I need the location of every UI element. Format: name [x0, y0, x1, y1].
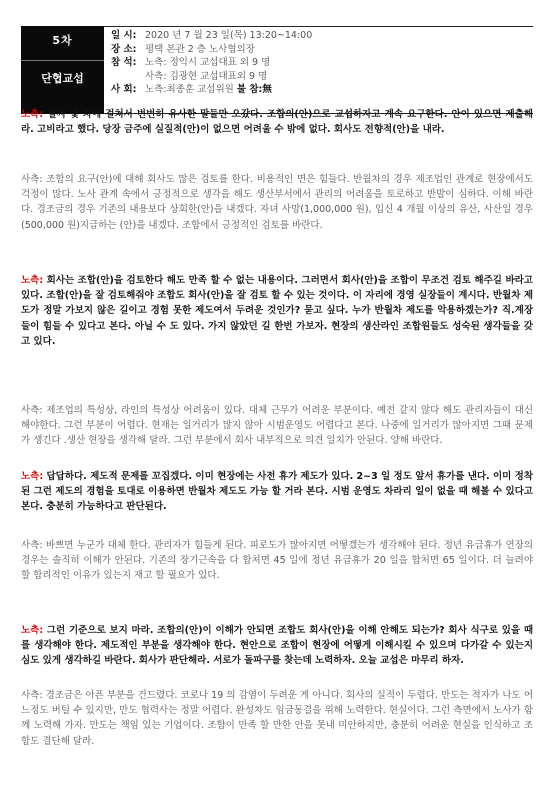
company-statement-2: 사측: 제조업의 특성상, 라인의 특성상 어려움이 있다. 대체 근무가 어려운 부분이다. 예전 같지 않다 해도 관리자들이 대신 해야한다. 그런 부분이 어렵다. 현재는 일거리가 많지 않아 시범운영도 어렵다고 본다. 나중에 일거리가 많아지면 그때 문제가 생긴다 .생산 현장을 생각해 달라. 그런 부분에서 회사 내부적으로 의견 일치가 안된다. 양해 바란다.	[21, 405, 533, 447]
host-row	[111, 83, 533, 97]
meeting-header-block	[21, 26, 533, 114]
attend-company: 사측: 김광현 교섭대표외 9 명	[145, 70, 268, 82]
attend-row-company	[111, 70, 533, 84]
union-statement-2	[21, 273, 533, 349]
statement-text: 회사는 조합(안)을 검토한다 해도 만족 할 수 없는 내용이다. 그러면서 회사(안)을 조합이 무조건 검토 해주길 바라고 있다. 조합(안)을 잘 검토해줘야 조합도 회사(안)을 잘 검토 할 수 있는 것이다. 이 자리에 경영 실장들이 계시다. 반월차 제도가 정말 가보지 않은 길이고 경험 못한 제도여서 두려운 것인가? 묻고 싶다. 누가 반월차 제도를 악용하겠는가? 직.계장 들이 힘들 수 있다고 본다. 아닐 수 도 있다. 가지 않았던 길 한번 가보자. 현장의 생산라인 조합원들도 성숙된 생각들을 갖고 있다.	[21, 275, 533, 347]
place-value: 평택 본관 2 층 노사협의장	[145, 43, 255, 55]
date-row	[111, 29, 533, 43]
session-number: 5차	[52, 34, 73, 47]
attend-union: 노측: 정익시 교섭대표 외 9 명	[145, 57, 271, 69]
date-label: 일 시:	[111, 30, 137, 41]
union-statement-3	[21, 469, 533, 515]
place-label: 장 소:	[111, 43, 137, 55]
date-value: 2020 년 7 월 23 일(목) 13:20~14:00	[145, 30, 313, 41]
speaker-label: 노측:	[21, 471, 44, 482]
host-value: 노측:최종훈 교섭위원	[145, 84, 234, 96]
header-divider	[21, 60, 104, 61]
speaker-label: 노측:	[21, 625, 44, 636]
speaker-label: 노측:	[21, 275, 44, 286]
attend-label: 참 석:	[111, 57, 137, 69]
absent-value: 無	[262, 84, 272, 96]
company-statement-3: 사측: 바쁘면 누군가 대체 한다. 관리자가 힘들게 된다. 피로도가 많아지면 어떻겠는가 생각해야 된다. 정년 유급휴가 연장의 경우는 솔직히 이해가 안된다. 기존의 장기근속을 다 합처면 45 일에 정년 유급휴가 20 일을 합처면 65 일이다. 더 늘려야 할 합리적인 이유가 있는지 재고 할 필요가 있다.	[21, 540, 533, 582]
statement-text: 답답하다. 제도적 문제를 꼬집겠다. 이미 현장에는 사전 휴가 제도가 있다. 2~3 일 정도 앞서 휴가를 낸다. 이미 정착된 그런 제도의 경험을 토대로 이용하면 반월차 제도도 가능 할 거라 본다. 시범 운영도 차라리 일이 없을 때 해볼 수 있다고 본다. 충분히 가능하다고 판단된다.	[21, 471, 533, 513]
statement-text: 그런 기준으로 보지 마라. 조합의(안)이 이해가 안되면 조합도 회사(안)을 이해 안해도 되는가? 회사 식구로 있을 때를 생각해야 한다. 제도적인 부분을 생각해야 한다. 현안으로 조합이 현장에 어떻게 이해시킬 수 있으며 다가갈 수 있는지 심도 있게 생각하길 바란다. 회사가 판단해라. 서로가 돌파구를 찾는데 노력하자. 오늘 교섭은 마무리 하자.	[21, 625, 533, 667]
absent-label: 불 참:	[236, 84, 263, 96]
speaker-label: 노측:	[21, 109, 44, 120]
header-table	[21, 26, 533, 114]
union-statement-1	[21, 107, 533, 137]
header-details	[104, 26, 533, 114]
attend-row	[111, 56, 533, 70]
statement-text: 벌써 몇 차에 걸쳐서 번번히 유사한 말들만 오갔다. 조합의(안)으로 교섭하자고 계속 요구한다. 안이 있으면 제출해라. 고비라고 했다. 당장 금주에 실질적(안)이 없으면 어려울 수 밖에 없다. 회사도 전향적(안)을 내라.	[21, 109, 533, 136]
company-statement-4: 사측: 경조금은 아픈 부분을 건드렸다. 코로나 19 의 감염이 두려운 게 아니다. 회사의 실적이 두렵다. 만도는 적자가 나도 어느정도 버틸 수 있지만, 만도 협력사는 정말 어렵다. 완성차도 임금동결을 위해 노력한다. 현실이다. 그런 측면에서 노사가 함께 노력해 가자. 만도는 책임 있는 기업이다. 조합이 만족 할 만한 안을 못내 미안하지만, 충분히 어려운 현실을 인식하고 조합도 결단해 달라.	[21, 690, 533, 747]
place-row	[111, 43, 533, 57]
union-statement-4	[21, 623, 533, 669]
header-left-panel	[21, 26, 104, 114]
host-label: 사 회:	[111, 84, 137, 96]
meeting-kind: 단협교섭	[41, 72, 84, 85]
company-statement-1: 사측: 조합의 요구(안)에 대해 회사도 많은 검토를 한다. 비용적인 면은 힘들다. 반월차의 경우 제조업인 관계로 현장에서도 걱정이 많다. 노사 관계 속에서 긍정적으로 생각을 해도 생산부서에서 관리의 어려움을 토로하고 반발이 심하다. 이해 바란다. 경조금의 경우 기존의 내용보다 상회한(안)을 내겠다. 자녀 사망(1,000,000 원), 입신 4 개월 이상의 유산, 사산일 경우 (500,000 원)지급하는 (안)을 내겠다. 조합에서 긍정적인 검토를 바란다.	[21, 174, 533, 231]
